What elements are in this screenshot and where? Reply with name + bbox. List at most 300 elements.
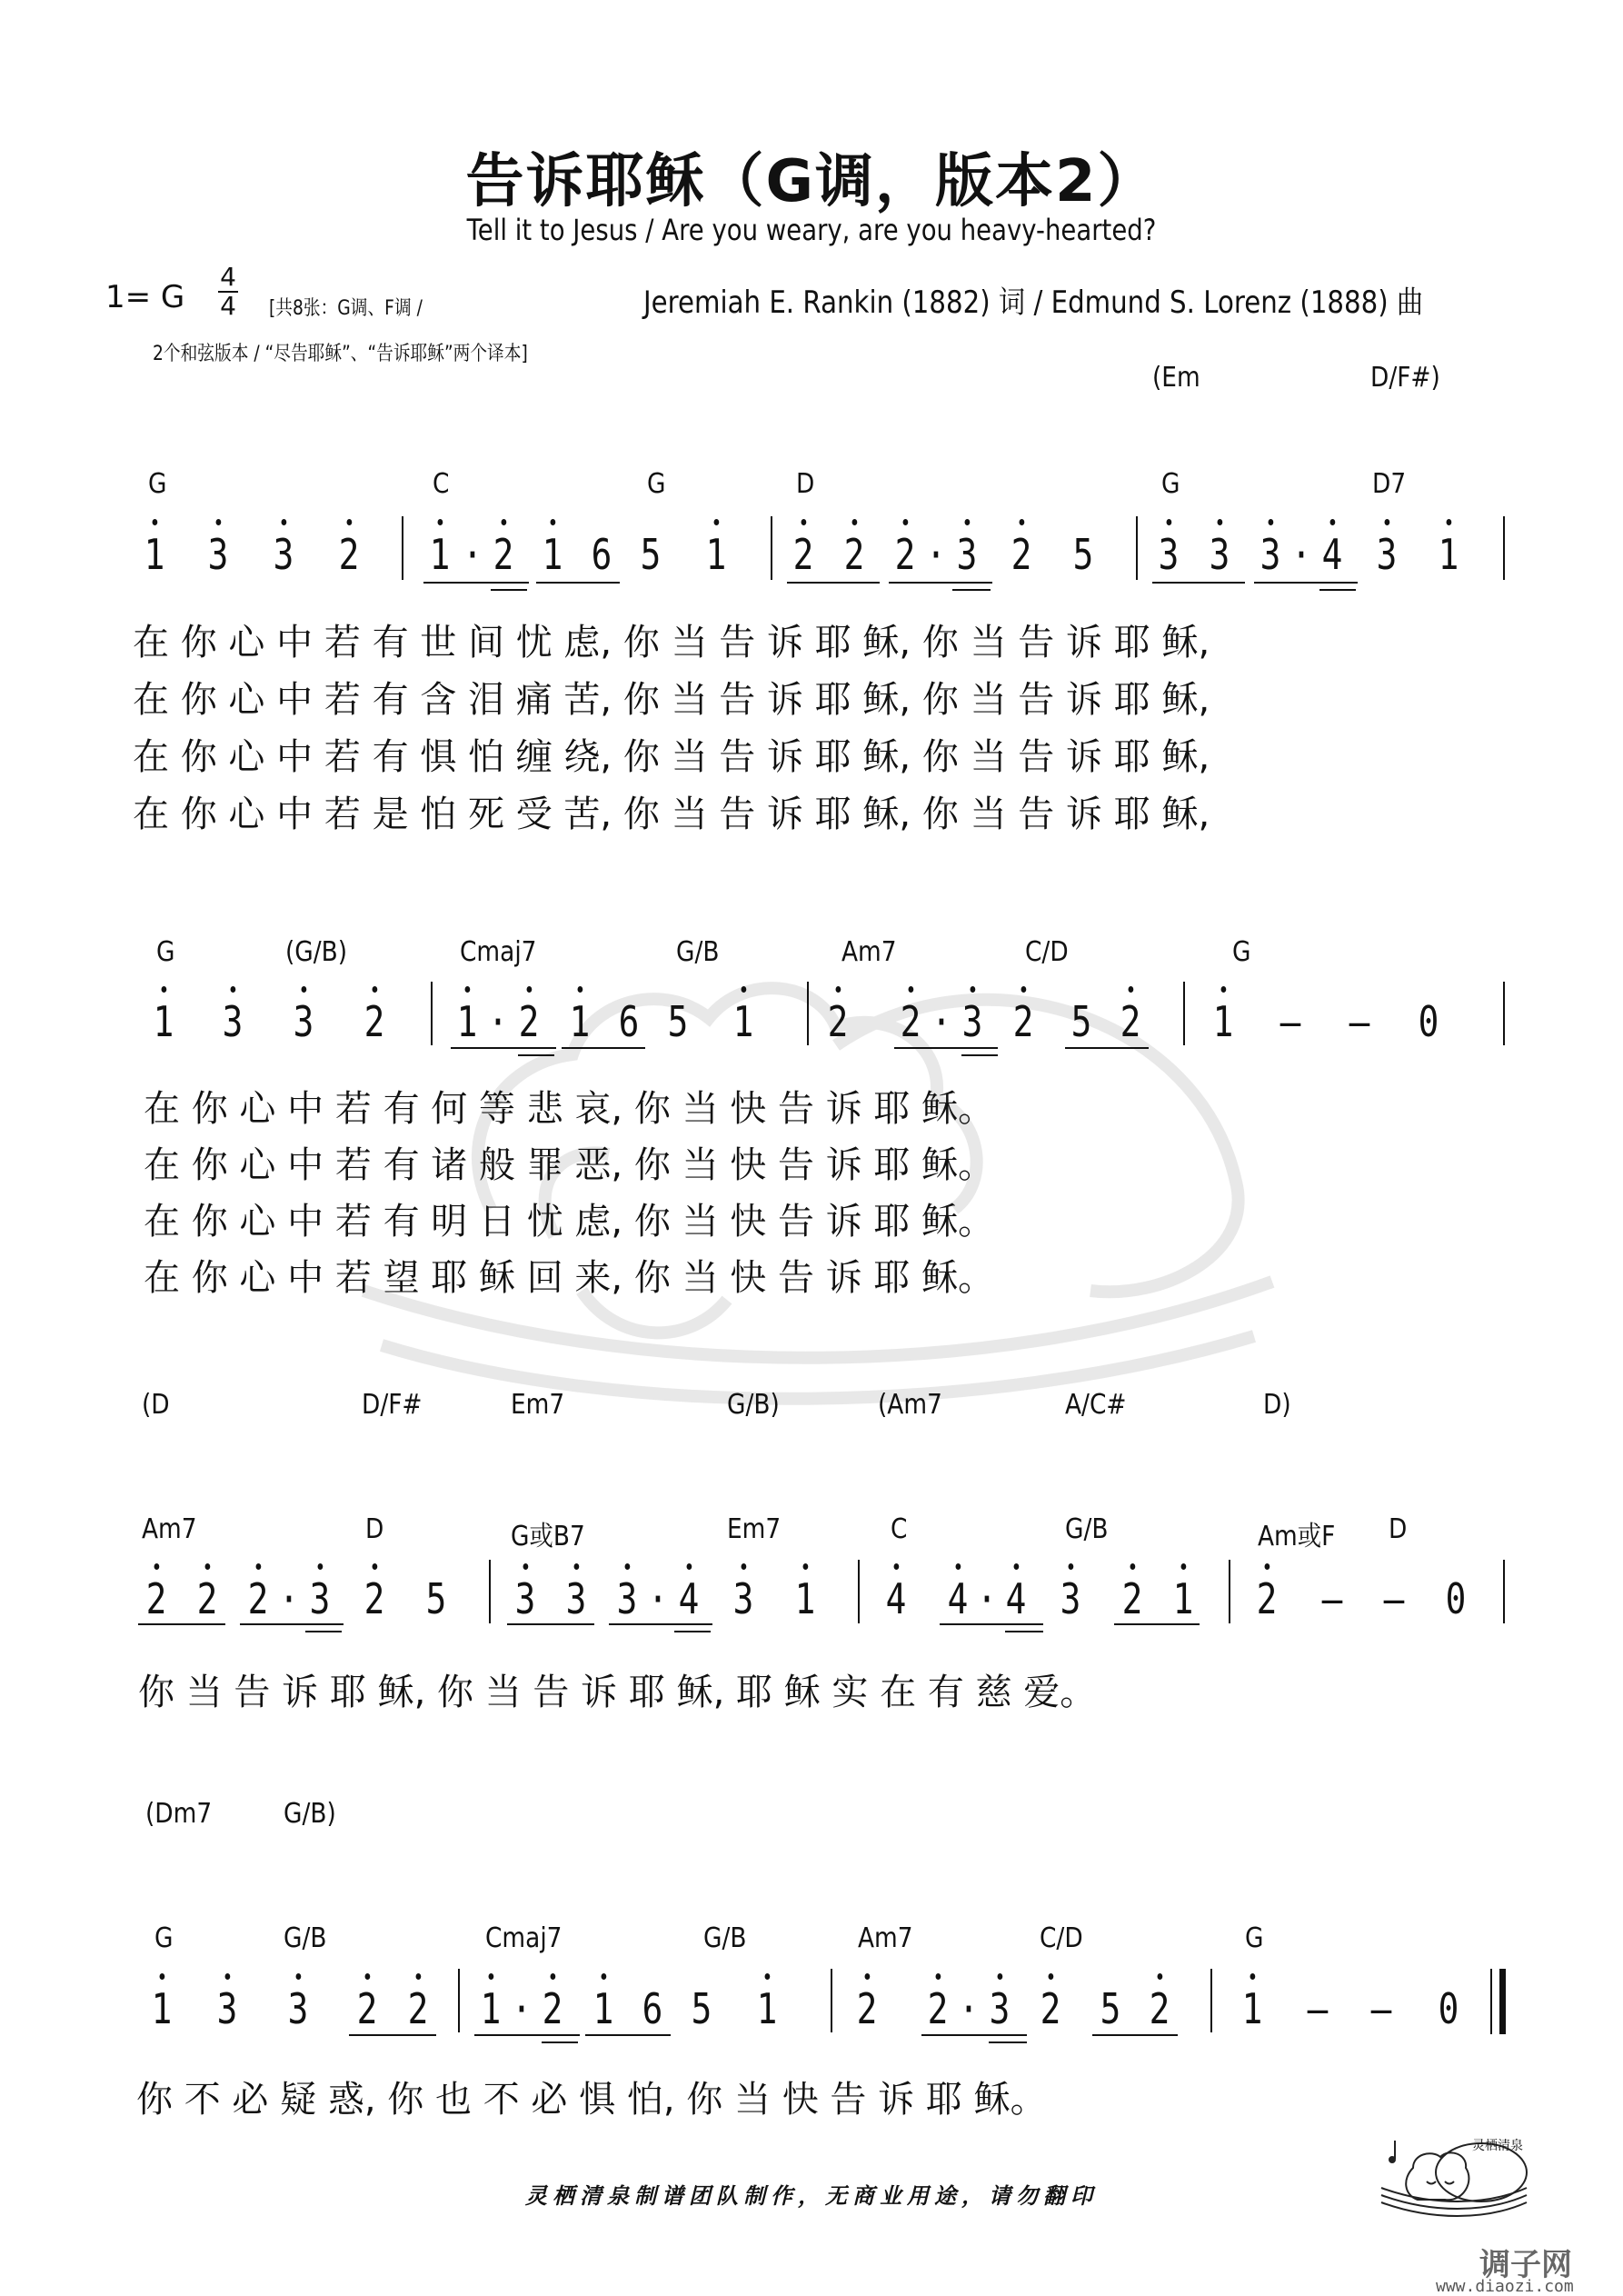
version-note-line2: 2个和弦版本 / “尽告耶稣”、“告诉耶稣”两个译本] bbox=[153, 343, 528, 365]
note-digit: 1 bbox=[456, 997, 478, 1046]
jianpu-note bbox=[305, 1574, 335, 1623]
note-digit: 3 bbox=[1260, 530, 1281, 579]
jianpu-note bbox=[334, 530, 364, 579]
high-octave-dot-icon bbox=[903, 519, 909, 525]
note-digit: · bbox=[931, 997, 952, 1046]
high-octave-dot-icon bbox=[956, 1563, 961, 1570]
high-octave-dot-icon bbox=[1330, 519, 1336, 525]
jianpu-note bbox=[702, 530, 732, 579]
jianpu-note bbox=[1145, 1984, 1175, 2033]
bar-line bbox=[771, 516, 772, 580]
jianpu-note bbox=[663, 997, 693, 1046]
note-digit: 1 bbox=[569, 997, 591, 1046]
high-octave-dot-icon bbox=[527, 986, 533, 993]
note-digit: 0 bbox=[1438, 1984, 1459, 2033]
note-digit: 4 bbox=[947, 1574, 969, 1623]
jianpu-note bbox=[1345, 997, 1375, 1046]
note-digit: 2 bbox=[1120, 997, 1141, 1046]
alt-chord-symbol: (Dm7 bbox=[145, 1798, 213, 1830]
jianpu-note bbox=[213, 1984, 243, 2033]
jianpu-note bbox=[565, 997, 595, 1046]
note-digit: 2 bbox=[1012, 997, 1034, 1046]
high-octave-dot-icon bbox=[1069, 1563, 1074, 1570]
high-octave-dot-icon bbox=[365, 1973, 371, 1980]
note-digit: 5 bbox=[667, 997, 689, 1046]
high-octave-dot-icon bbox=[216, 519, 222, 525]
jianpu-note bbox=[852, 1984, 882, 2033]
note-digit: 1 bbox=[794, 1574, 816, 1623]
chord-symbol: D bbox=[796, 468, 815, 500]
jianpu-note bbox=[1069, 530, 1099, 579]
note-digit: 2 bbox=[792, 530, 814, 579]
high-octave-dot-icon bbox=[231, 986, 236, 993]
high-octave-dot-icon bbox=[347, 519, 353, 525]
note-digit: 1 bbox=[480, 1984, 502, 2033]
alt-chord-symbol: D/F#) bbox=[1370, 362, 1440, 394]
high-octave-dot-icon bbox=[836, 986, 841, 993]
jianpu-note bbox=[1096, 1984, 1126, 2033]
beam-underline bbox=[585, 2034, 671, 2036]
version-note-line1: [共8张：G调、F调 / bbox=[269, 297, 423, 320]
beam-underline bbox=[952, 589, 991, 591]
note-digit: 3 bbox=[287, 1984, 309, 2033]
jianpu-note bbox=[891, 530, 921, 579]
chord-symbol: G/B bbox=[1065, 1513, 1109, 1545]
beam-underline bbox=[609, 1623, 712, 1625]
high-octave-dot-icon bbox=[551, 1973, 556, 1980]
chord-symbol: G bbox=[1161, 468, 1180, 500]
jianpu-note bbox=[896, 997, 926, 1046]
chord-symbol: G bbox=[1232, 936, 1251, 968]
alt-chord-symbol: D/F# bbox=[362, 1389, 423, 1421]
high-octave-dot-icon bbox=[1385, 519, 1390, 525]
bar-line bbox=[1503, 1560, 1505, 1623]
chord-symbol: G/B bbox=[284, 1922, 327, 1954]
jianpu-note bbox=[952, 530, 982, 579]
jianpu-note bbox=[244, 1574, 274, 1623]
jianpu-note bbox=[149, 997, 179, 1046]
high-octave-dot-icon bbox=[687, 1563, 692, 1570]
jianpu-note bbox=[1209, 997, 1239, 1046]
note-digit: – bbox=[1321, 1574, 1343, 1623]
high-octave-dot-icon bbox=[1021, 986, 1027, 993]
jianpu-note bbox=[923, 1984, 953, 2033]
jianpu-note bbox=[1367, 1984, 1397, 2033]
high-octave-dot-icon bbox=[1221, 986, 1227, 993]
high-octave-dot-icon bbox=[1020, 519, 1025, 525]
note-digit: · bbox=[487, 997, 509, 1046]
note-digit: 3 bbox=[273, 530, 294, 579]
final-bar-thin bbox=[1490, 1969, 1492, 2034]
note-digit: 2 bbox=[493, 530, 514, 579]
high-octave-dot-icon bbox=[373, 986, 378, 993]
note-digit: 2 bbox=[356, 1984, 378, 2033]
jianpu-note bbox=[538, 530, 568, 579]
bar-line bbox=[831, 1969, 832, 2032]
chord-symbol: Am7 bbox=[841, 936, 897, 968]
note-digit: 1 bbox=[151, 1984, 173, 2033]
beam-underline bbox=[921, 2034, 1027, 2036]
lyric-line: 在 你 心 中 若 有 明 日 忧 虑, 你 当 快 告 诉 耶 稣。 bbox=[144, 1201, 995, 1243]
chord-symbol: G/B bbox=[676, 936, 720, 968]
note-digit: 2 bbox=[1040, 1984, 1061, 2033]
jianpu-note bbox=[1318, 530, 1348, 579]
note-digit: 3 bbox=[1209, 530, 1230, 579]
bar-line bbox=[1183, 982, 1185, 1045]
site-name: 调子网 bbox=[1479, 2247, 1572, 2283]
note-digit: 1 bbox=[756, 1984, 778, 2033]
note-digit: 3 bbox=[207, 530, 229, 579]
jianpu-note bbox=[476, 1984, 506, 2033]
high-octave-dot-icon bbox=[714, 519, 720, 525]
beam-underline bbox=[961, 1054, 998, 1056]
high-octave-dot-icon bbox=[1218, 519, 1223, 525]
jianpu-note bbox=[921, 530, 951, 579]
jianpu-note bbox=[193, 1574, 223, 1623]
jianpu-note bbox=[1303, 1984, 1333, 2033]
lyric-line: 你 不 必 疑 惑, 你 也 不 必 惧 怕, 你 当 快 告 诉 耶 稣。 bbox=[136, 2079, 1047, 2121]
jianpu-note bbox=[538, 1984, 568, 2033]
note-digit: · bbox=[958, 1984, 980, 2033]
jianpu-note bbox=[636, 530, 666, 579]
jianpu-note bbox=[687, 1984, 717, 2033]
high-octave-dot-icon bbox=[742, 986, 747, 993]
jianpu-note bbox=[1116, 997, 1146, 1046]
jianpu-note bbox=[1256, 530, 1286, 579]
note-digit: 1 bbox=[592, 1984, 614, 2033]
high-octave-dot-icon bbox=[803, 1563, 809, 1570]
beam-underline bbox=[1152, 582, 1245, 584]
note-digit: – bbox=[1279, 997, 1301, 1046]
high-octave-dot-icon bbox=[765, 1973, 771, 1980]
beam-underline bbox=[894, 1047, 998, 1049]
time-signature-bottom: 4 bbox=[220, 291, 236, 321]
final-bar-thick bbox=[1499, 1969, 1506, 2034]
jianpu-note bbox=[1169, 1574, 1199, 1623]
bar-line bbox=[807, 982, 809, 1045]
high-octave-dot-icon bbox=[1158, 1973, 1163, 1980]
lyric-line: 你 当 告 诉 耶 稣, 你 当 告 诉 耶 稣, 耶 稣 实 在 有 慈 爱。 bbox=[138, 1672, 1097, 1713]
jianpu-note bbox=[943, 1574, 973, 1623]
jianpu-note bbox=[147, 1984, 177, 2033]
bar-line bbox=[431, 982, 433, 1045]
jianpu-note bbox=[927, 997, 957, 1046]
jianpu-note bbox=[1238, 1984, 1268, 2033]
note-digit: 2 bbox=[856, 1984, 878, 2033]
jianpu-note bbox=[1007, 530, 1037, 579]
jianpu-note bbox=[1318, 1574, 1348, 1623]
jianpu-note bbox=[1434, 530, 1464, 579]
bar-line bbox=[1503, 982, 1505, 1045]
beam-underline bbox=[1065, 1047, 1149, 1049]
note-digit: · bbox=[925, 530, 947, 579]
chord-symbol: (G/B) bbox=[285, 936, 348, 968]
lyric-line: 在 你 心 中 若 是 怕 死 受 苦, 你 当 告 诉 耶 稣, 你 当 告 诉 耶 稣, bbox=[133, 794, 1210, 835]
beam-underline bbox=[138, 1623, 225, 1625]
note-digit: · bbox=[647, 1574, 669, 1623]
jianpu-note bbox=[954, 1984, 984, 2033]
jianpu-note bbox=[514, 997, 544, 1046]
high-octave-dot-icon bbox=[205, 1563, 211, 1570]
credits: Jeremiah E. Rankin (1882) 词 / Edmund S. Lorenz (1888) 曲 bbox=[643, 285, 1424, 321]
high-octave-dot-icon bbox=[160, 1973, 165, 1980]
high-octave-dot-icon bbox=[909, 986, 914, 993]
chord-symbol: D bbox=[1389, 1513, 1408, 1545]
footer-credit: 灵栖清泉制谱团队制作，无商业用途，请勿翻印 bbox=[525, 2182, 1098, 2209]
beam-underline bbox=[542, 2041, 578, 2043]
note-digit: 3 bbox=[989, 1984, 1011, 2033]
note-digit: 3 bbox=[1376, 530, 1398, 579]
high-octave-dot-icon bbox=[1129, 986, 1134, 993]
jianpu-note bbox=[204, 530, 234, 579]
bar-line bbox=[458, 1969, 460, 2032]
chord-symbol: G bbox=[148, 468, 167, 500]
bar-line bbox=[1136, 516, 1138, 580]
note-digit: · bbox=[511, 1984, 533, 2033]
jianpu-note bbox=[453, 997, 483, 1046]
jianpu-note bbox=[1414, 997, 1444, 1046]
jianpu-note bbox=[269, 530, 299, 579]
chord-symbol: C bbox=[891, 1513, 908, 1545]
high-octave-dot-icon bbox=[1265, 1563, 1270, 1570]
note-digit: 3 bbox=[565, 1574, 587, 1623]
alt-chord-symbol: (D bbox=[142, 1389, 170, 1421]
high-octave-dot-icon bbox=[742, 1563, 747, 1570]
note-digit: 2 bbox=[827, 997, 849, 1046]
alt-chord-symbol: D) bbox=[1263, 1389, 1291, 1421]
note-digit: 2 bbox=[247, 1574, 269, 1623]
jianpu-note bbox=[638, 1984, 668, 2033]
note-digit: 2 bbox=[1121, 1574, 1143, 1623]
note-digit: 1 bbox=[1212, 997, 1234, 1046]
beam-underline bbox=[1005, 1631, 1043, 1632]
jianpu-note bbox=[612, 1574, 642, 1623]
lyric-line: 在 你 心 中 若 有 世 间 忧 虑, 你 当 告 诉 耶 稣, 你 当 告 诉 耶 稣, bbox=[133, 622, 1210, 664]
note-digit: 6 bbox=[642, 1984, 663, 2033]
note-digit: · bbox=[976, 1574, 998, 1623]
jianpu-note bbox=[1434, 1984, 1464, 2033]
note-digit: 1 bbox=[144, 530, 165, 579]
beam-underline bbox=[491, 589, 527, 591]
high-octave-dot-icon bbox=[574, 1563, 580, 1570]
note-digit: 6 bbox=[618, 997, 640, 1046]
time-signature bbox=[214, 264, 242, 320]
chord-symbol: Em7 bbox=[727, 1513, 782, 1545]
bar-line bbox=[489, 1560, 491, 1623]
jianpu-note bbox=[1036, 1984, 1066, 2033]
key-signature: 1= G bbox=[105, 279, 185, 315]
jianpu-note bbox=[422, 1574, 452, 1623]
note-digit: 2 bbox=[1011, 530, 1032, 579]
lyric-line: 在 你 心 中 若 有 含 泪 痛 苦, 你 当 告 诉 耶 稣, 你 当 告 诉 耶 稣, bbox=[133, 679, 1210, 721]
high-octave-dot-icon bbox=[551, 519, 556, 525]
beam-underline bbox=[562, 1047, 645, 1049]
jianpu-note bbox=[1205, 530, 1235, 579]
note-digit: 2 bbox=[1256, 1574, 1278, 1623]
lyric-line: 在 你 心 中 若 有 诸 般 罪 恶, 你 当 快 告 诉 耶 稣。 bbox=[144, 1144, 995, 1186]
high-octave-dot-icon bbox=[153, 519, 158, 525]
note-digit: 4 bbox=[885, 1574, 907, 1623]
jianpu-note bbox=[289, 997, 319, 1046]
chord-symbol: C/D bbox=[1025, 936, 1069, 968]
beam-underline bbox=[674, 1631, 711, 1632]
jianpu-note bbox=[458, 530, 488, 579]
jianpu-note bbox=[489, 530, 519, 579]
beam-underline bbox=[1092, 2034, 1178, 2036]
jianpu-note bbox=[353, 1984, 383, 2033]
high-octave-dot-icon bbox=[965, 519, 971, 525]
jianpu-note bbox=[483, 997, 513, 1046]
jianpu-note bbox=[1276, 997, 1306, 1046]
lyric-line: 在 你 心 中 若 有 惧 怕 缠 绕, 你 当 告 诉 耶 稣, 你 当 告 诉 耶 稣, bbox=[133, 736, 1210, 778]
jianpu-note bbox=[729, 1574, 759, 1623]
jianpu-note bbox=[823, 997, 853, 1046]
jianpu-note bbox=[881, 1574, 911, 1623]
beam-underline bbox=[536, 582, 620, 584]
note-digit: 2 bbox=[542, 1984, 563, 2033]
beam-underline bbox=[989, 2041, 1027, 2043]
chord-symbol: D bbox=[365, 1513, 384, 1545]
bar-line bbox=[1210, 1969, 1212, 2032]
beam-underline bbox=[451, 1047, 556, 1049]
note-digit: 2 bbox=[900, 997, 921, 1046]
chord-symbol: Am或F bbox=[1258, 1521, 1336, 1552]
note-digit: 2 bbox=[894, 530, 916, 579]
high-octave-dot-icon bbox=[523, 1563, 529, 1570]
note-digit: 3 bbox=[1158, 530, 1180, 579]
high-octave-dot-icon bbox=[578, 986, 583, 993]
jianpu-note bbox=[1379, 1574, 1409, 1623]
bar-line bbox=[402, 516, 403, 580]
high-octave-dot-icon bbox=[1049, 1973, 1054, 1980]
high-octave-dot-icon bbox=[625, 1563, 631, 1570]
jianpu-note bbox=[1118, 1574, 1148, 1623]
site-url: www.diaozi.com bbox=[1436, 2277, 1574, 2296]
note-digit: 2 bbox=[196, 1574, 218, 1623]
jianpu-note bbox=[589, 1984, 619, 2033]
chord-symbol: C/D bbox=[1040, 1922, 1083, 1954]
note-digit: 0 bbox=[1418, 997, 1439, 1046]
jianpu-note bbox=[140, 530, 170, 579]
jianpu-note bbox=[274, 1574, 304, 1623]
jianpu-note bbox=[1001, 1574, 1031, 1623]
note-digit: 1 bbox=[1241, 1984, 1263, 2033]
jianpu-note bbox=[403, 1984, 433, 2033]
logo-text: 灵栖清泉 bbox=[1472, 2138, 1523, 2152]
lyric-line: 在 你 心 中 若 望 耶 稣 回 来, 你 当 快 告 诉 耶 稣。 bbox=[144, 1257, 995, 1299]
note-digit: 3 bbox=[216, 1984, 238, 2033]
beam-underline bbox=[423, 582, 529, 584]
high-octave-dot-icon bbox=[438, 519, 443, 525]
high-octave-dot-icon bbox=[1181, 1563, 1187, 1570]
beam-underline bbox=[507, 1623, 594, 1625]
high-octave-dot-icon bbox=[225, 1973, 231, 1980]
chord-symbol: Cmaj7 bbox=[460, 936, 537, 968]
note-digit: 2 bbox=[843, 530, 865, 579]
note-digit: 5 bbox=[1070, 997, 1092, 1046]
jianpu-note bbox=[1009, 997, 1039, 1046]
jianpu-note bbox=[985, 1984, 1015, 2033]
beam-underline bbox=[240, 1623, 344, 1625]
note-digit: 0 bbox=[1445, 1574, 1467, 1623]
high-octave-dot-icon bbox=[1014, 1563, 1020, 1570]
lyric-line: 在 你 心 中 若 有 何 等 悲 哀, 你 当 快 告 诉 耶 稣。 bbox=[144, 1088, 995, 1130]
bar-line bbox=[1503, 516, 1505, 580]
alt-chord-symbol: G/B) bbox=[284, 1798, 336, 1830]
jianpu-note bbox=[791, 1574, 821, 1623]
high-octave-dot-icon bbox=[502, 519, 507, 525]
note-digit: 3 bbox=[956, 530, 978, 579]
note-digit: 3 bbox=[961, 997, 983, 1046]
note-digit: 4 bbox=[1005, 1574, 1027, 1623]
jianpu-note bbox=[360, 1574, 390, 1623]
high-octave-dot-icon bbox=[894, 1563, 900, 1570]
jianpu-note bbox=[218, 997, 248, 1046]
note-digit: 3 bbox=[309, 1574, 331, 1623]
high-octave-dot-icon bbox=[1269, 519, 1274, 525]
english-subtitle: Tell it to Jesus / Are you weary, are you heavy-hearted? bbox=[466, 213, 1157, 247]
bar-line bbox=[1229, 1560, 1230, 1623]
note-digit: 1 bbox=[1438, 530, 1459, 579]
jianpu-note bbox=[1056, 1574, 1086, 1623]
high-octave-dot-icon bbox=[302, 986, 307, 993]
high-octave-dot-icon bbox=[162, 986, 167, 993]
jianpu-note bbox=[284, 1984, 314, 2033]
note-digit: 3 bbox=[514, 1574, 536, 1623]
high-octave-dot-icon bbox=[998, 1973, 1003, 1980]
chord-symbol: C bbox=[433, 468, 450, 500]
high-octave-dot-icon bbox=[1167, 519, 1172, 525]
high-octave-dot-icon bbox=[256, 1563, 262, 1570]
note-digit: 6 bbox=[591, 530, 612, 579]
note-digit: – bbox=[1307, 1984, 1329, 2033]
jianpu-note bbox=[840, 530, 870, 579]
note-digit: 2 bbox=[1149, 1984, 1170, 2033]
jianpu-note bbox=[511, 1574, 541, 1623]
note-digit: 2 bbox=[407, 1984, 429, 2033]
jianpu-note bbox=[1067, 997, 1097, 1046]
note-digit: · bbox=[462, 530, 483, 579]
alt-chord-symbol: Em7 bbox=[511, 1389, 565, 1421]
jianpu-note bbox=[958, 997, 988, 1046]
jianpu-note bbox=[674, 1574, 704, 1623]
jianpu-note bbox=[643, 1574, 673, 1623]
note-digit: · bbox=[1290, 530, 1312, 579]
jianpu-note bbox=[729, 997, 759, 1046]
note-digit: 5 bbox=[640, 530, 662, 579]
jianpu-note bbox=[587, 530, 617, 579]
high-octave-dot-icon bbox=[971, 986, 976, 993]
jianpu-note bbox=[1441, 1574, 1471, 1623]
note-digit: – bbox=[1349, 997, 1370, 1046]
note-digit: 1 bbox=[542, 530, 563, 579]
chord-symbol: G bbox=[1245, 1922, 1264, 1954]
note-digit: 2 bbox=[927, 1984, 949, 2033]
jianpu-note bbox=[972, 1574, 1002, 1623]
jianpu-note bbox=[1287, 530, 1317, 579]
chord-symbol: G bbox=[156, 936, 175, 968]
high-octave-dot-icon bbox=[318, 1563, 324, 1570]
alt-chord-symbol: (Em bbox=[1152, 362, 1200, 394]
jianpu-note bbox=[1154, 530, 1184, 579]
high-octave-dot-icon bbox=[296, 1973, 302, 1980]
high-octave-dot-icon bbox=[1130, 1563, 1136, 1570]
chord-symbol: G bbox=[154, 1922, 174, 1954]
note-digit: 3 bbox=[732, 1574, 754, 1623]
jianpu-note bbox=[360, 997, 390, 1046]
beam-underline bbox=[940, 1623, 1043, 1625]
jianpu-note bbox=[507, 1984, 537, 2033]
